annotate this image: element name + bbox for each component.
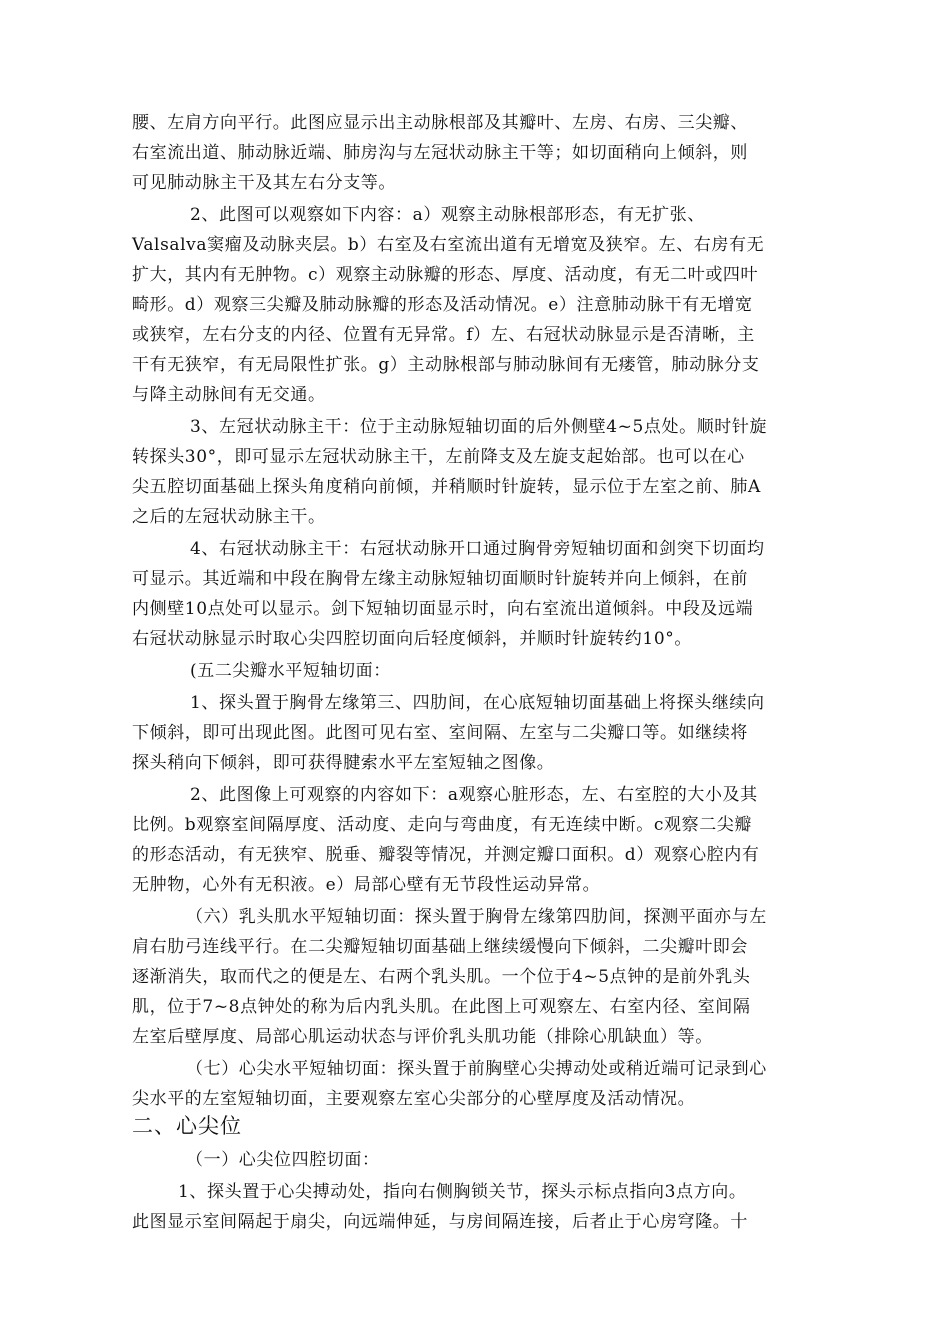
- text-line: 右室流出道、肺动脉近端、肺房沟与左冠状动脉主干等；如切面稍向上倾斜，则: [132, 143, 748, 163]
- text-line: 4、右冠状动脉主干：右冠状动脉开口通过胸骨旁短轴切面和剑突下切面均: [190, 539, 765, 559]
- text-line: 的形态活动，有无狭窄、脱垂、瓣裂等情况，并测定瓣口面积。d）观察心腔内有: [132, 845, 760, 865]
- text-line: 之后的左冠状动脉主干。: [132, 507, 326, 527]
- text-line: 3、左冠状动脉主干：位于主动脉短轴切面的后外侧壁4~5点处。顺时针旋: [190, 417, 768, 437]
- text-line: 1、探头置于胸骨左缘第三、四肋间，在心底短轴切面基础上将探头继续向: [190, 693, 765, 713]
- text-line: 2、此图像上可观察的内容如下：a观察心脏形态，左、右室腔的大小及其: [190, 785, 758, 805]
- text-line: 右冠状动脉显示时取心尖四腔切面向后轻度倾斜，并顺时针旋转约10°。: [132, 629, 692, 649]
- text-line: 干有无狭窄，有无局限性扩张。g）主动脉根部与肺动脉间有无瘘管，肺动脉分支: [132, 355, 760, 375]
- text-line: 尖五腔切面基础上探头角度稍向前倾，并稍顺时针旋转，显示位于左室之前、肺A: [132, 477, 761, 497]
- text-line: 内侧壁10点处可以显示。剑下短轴切面显示时，向右室流出道倾斜。中段及远端: [132, 599, 754, 619]
- text-line: 无肿物，心外有无积液。e）局部心壁有无节段性运动异常。: [132, 875, 601, 895]
- section-heading: 二、心尖位: [132, 1114, 242, 1138]
- text-line: 比例。b观察室间隔厚度、活动度、走向与弯曲度，有无连续中断。c观察二尖瓣: [132, 815, 753, 835]
- text-line: 或狭窄，左右分支的内径、位置有无异常。f）左、右冠状动脉显示是否清晰，主: [132, 325, 755, 345]
- text-line: 左室后壁厚度、局部心肌运动状态与评价乳头肌功能（排除心肌缺血）等。: [132, 1027, 713, 1047]
- text-line: 可见肺动脉主干及其左右分支等。: [132, 173, 396, 193]
- text-line: 2、此图可以观察如下内容：a）观察主动脉根部形态，有无扩张、: [190, 205, 705, 225]
- text-line: 扩大，其内有无肿物。c）观察主动脉瓣的形态、厚度、活动度，有无二叶或四叶: [132, 265, 759, 285]
- text-line: 下倾斜，即可出现此图。此图可见右室、室间隔、左室与二尖瓣口等。如继续将: [132, 723, 748, 743]
- text-line: 逐渐消失，取而代之的便是左、右两个乳头肌。一个位于4~5点钟的是前外乳头: [132, 967, 751, 987]
- text-line: 与降主动脉间有无交通。: [132, 385, 326, 405]
- text-line: 探头稍向下倾斜，即可获得腱索水平左室短轴之图像。: [132, 753, 555, 773]
- text-line: 转探头30°，即可显示左冠状动脉主干，左前降支及左旋支起始部。也可以在心: [132, 447, 745, 467]
- text-line: 此图显示室间隔起于扇尖，向远端伸延，与房间隔连接，后者止于心房穹隆。十: [132, 1212, 748, 1232]
- text-line: 肩右肋弓连线平行。在二尖瓣短轴切面基础上继续缓慢向下倾斜，二尖瓣叶即会: [132, 937, 748, 957]
- text-line: （六）乳头肌水平短轴切面：探头置于胸骨左缘第四肋间，探测平面亦与左: [186, 907, 767, 927]
- section-subheading: （一）心尖位四腔切面：: [186, 1150, 380, 1170]
- text-line: 畸形。d）观察三尖瓣及肺动脉瓣的形态及活动情况。e）注意肺动脉干有无增宽: [132, 295, 753, 315]
- section-subheading: (五二尖瓣水平短轴切面：: [190, 661, 391, 681]
- text-line: 尖水平的左室短轴切面，主要观察左室心尖部分的心壁厚度及活动情况。: [132, 1089, 696, 1109]
- text-line: 肌，位于7~8点钟处的称为后内乳头肌。在此图上可观察左、右室内径、室间隔: [132, 997, 751, 1017]
- text-line: 腰、左肩方向平行。此图应显示出主动脉根部及其瓣叶、左房、右房、三尖瓣、: [132, 113, 748, 133]
- text-line: 可显示。其近端和中段在胸骨左缘主动脉短轴切面顺时针旋转并向上倾斜，在前: [132, 569, 748, 589]
- text-line: Valsalva窦瘤及动脉夹层。b）右室及右室流出道有无增宽及狭窄。左、右房有无: [132, 235, 765, 255]
- text-line: 1、探头置于心尖搏动处，指向右侧胸锁关节，探头示标点指向3点方向。: [178, 1182, 747, 1202]
- text-line: （七）心尖水平短轴切面：探头置于前胸壁心尖搏动处或稍近端可记录到心: [186, 1059, 767, 1079]
